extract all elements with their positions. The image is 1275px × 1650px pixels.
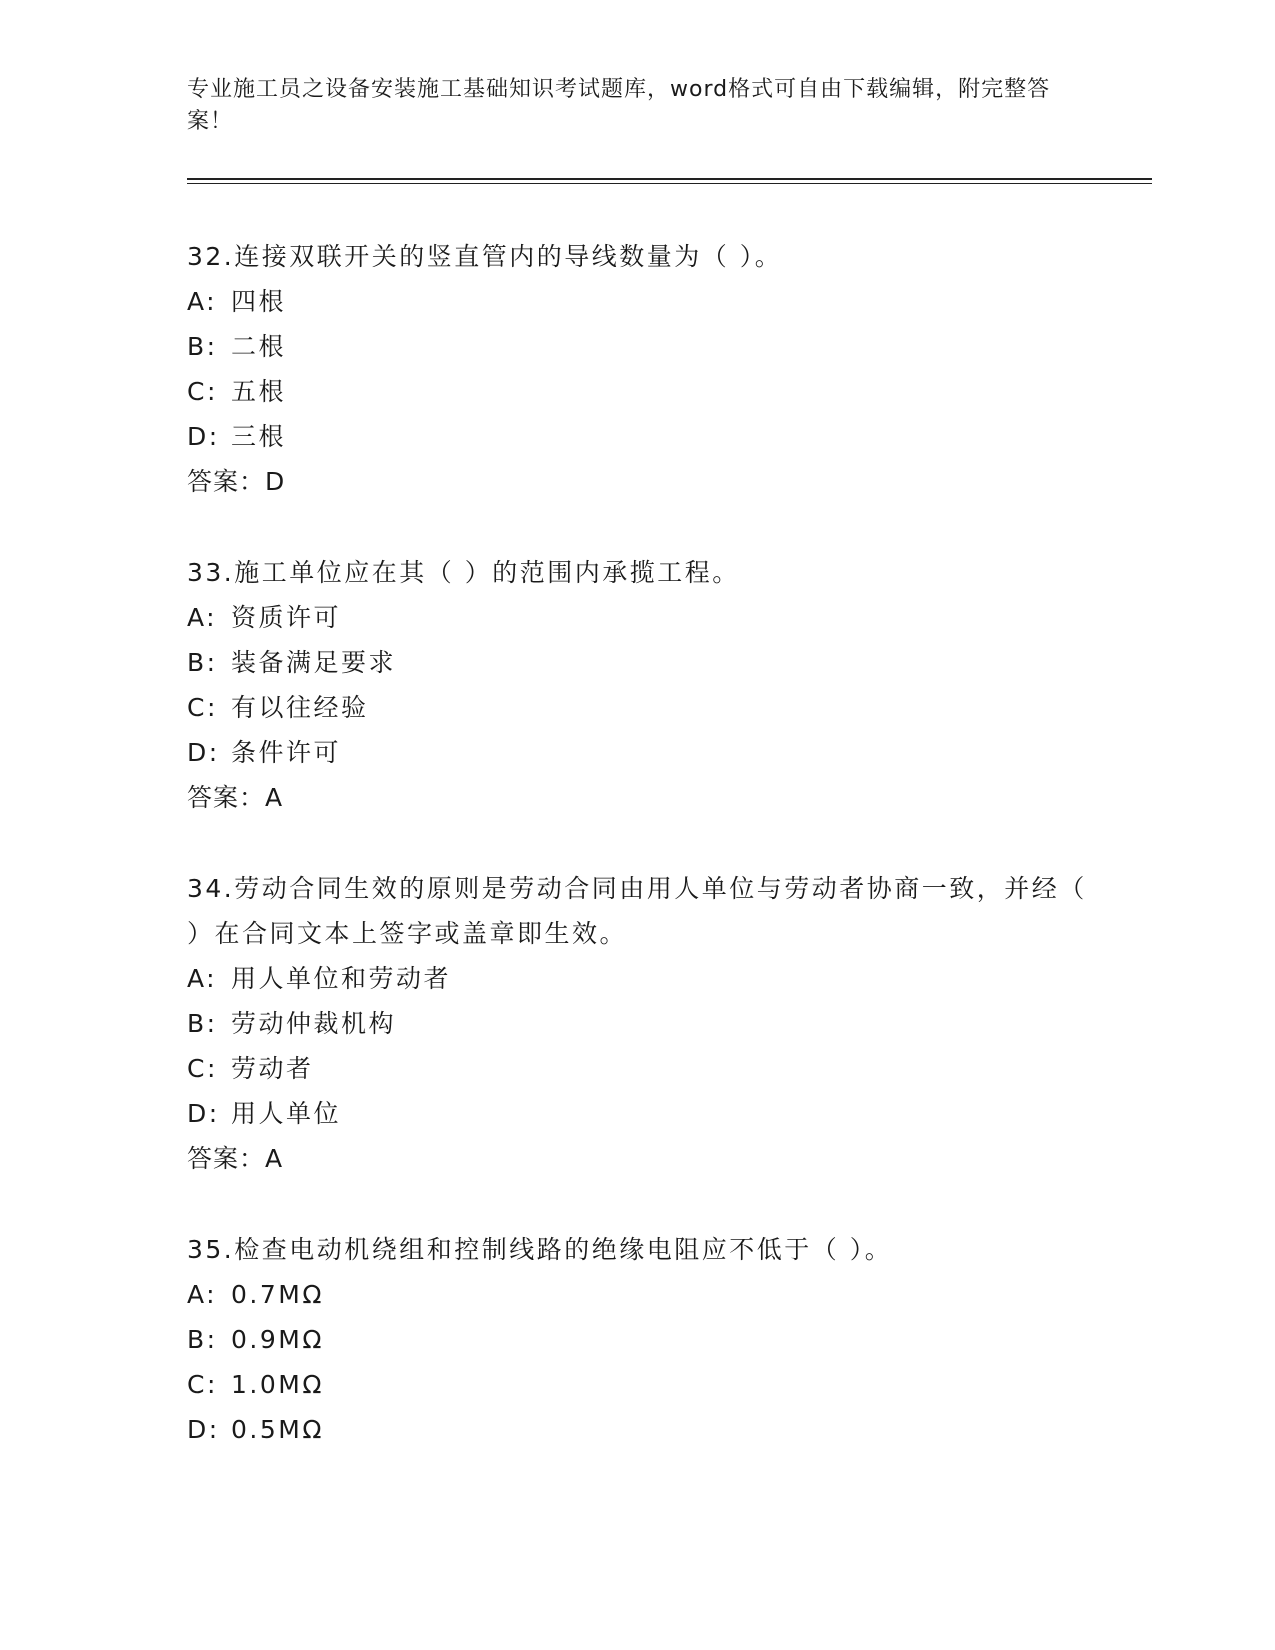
option-key: D: (187, 1415, 220, 1444)
option-text: 有以往经验 (231, 693, 369, 722)
option-key: B: (187, 332, 218, 361)
question-32 (187, 234, 1087, 504)
option-text: 装备满足要求 (231, 648, 397, 677)
answer-line: 答案：D (187, 467, 286, 496)
question-stem: 35.检查电动机绕组和控制线路的绝缘电阻应不低于（ ）。 (187, 1235, 893, 1264)
option-b (187, 640, 1087, 685)
option-text: 四根 (231, 287, 287, 316)
question-35 (187, 1227, 1087, 1452)
option-key: B: (187, 1009, 218, 1038)
option-text: 五根 (231, 377, 287, 406)
option-text: 用人单位和劳动者 (231, 964, 452, 993)
option-a (187, 279, 1087, 324)
option-a (187, 1272, 1087, 1317)
option-text: 二根 (231, 332, 287, 361)
option-a (187, 956, 1087, 1001)
option-c (187, 1362, 1087, 1407)
option-c (187, 369, 1087, 414)
question-stem: 34.劳动合同生效的原则是劳动合同由用人单位与劳动者协商一致，并经（ ）在合同文本上签字或盖章即生效。 (187, 874, 1087, 948)
option-d (187, 1407, 1087, 1452)
question-stem: 33.施工单位应在其（ ）的范围内承揽工程。 (187, 558, 740, 587)
option-a (187, 595, 1087, 640)
option-text: 用人单位 (231, 1099, 342, 1128)
option-key: A: (187, 1280, 218, 1309)
option-text: 三根 (231, 422, 287, 451)
option-key: A: (187, 603, 218, 632)
option-text: 资质许可 (231, 603, 342, 632)
header-divider-top (187, 178, 1152, 180)
option-b (187, 1001, 1087, 1046)
option-text: 劳动者 (231, 1054, 314, 1083)
document-header: 专业施工员之设备安装施工基础知识考试题库，word格式可自由下载编辑，附完整答案！ (187, 77, 1051, 134)
answer-line: 答案：A (187, 783, 284, 812)
option-key: A: (187, 964, 218, 993)
question-33 (187, 550, 1087, 820)
option-key: C: (187, 1054, 218, 1083)
option-key: B: (187, 1325, 218, 1354)
option-key: C: (187, 377, 218, 406)
question-stem: 32.连接双联开关的竖直管内的导线数量为（ ）。 (187, 242, 783, 271)
answer-line: 答案：A (187, 1144, 284, 1173)
option-key: D: (187, 738, 220, 767)
option-b (187, 1317, 1087, 1362)
option-key: C: (187, 693, 218, 722)
option-key: A: (187, 287, 218, 316)
option-b (187, 324, 1087, 369)
option-key: D: (187, 422, 220, 451)
option-d (187, 730, 1087, 775)
option-key: D: (187, 1099, 220, 1128)
option-text: 条件许可 (231, 738, 342, 767)
option-key: B: (187, 648, 218, 677)
question-34 (187, 866, 1087, 1181)
option-key: C: (187, 1370, 218, 1399)
option-text: 0.9MΩ (231, 1325, 324, 1354)
option-c (187, 685, 1087, 730)
option-d (187, 414, 1087, 459)
option-text: 0.5MΩ (231, 1415, 324, 1444)
option-text: 0.7MΩ (231, 1280, 324, 1309)
option-text: 1.0MΩ (231, 1370, 324, 1399)
header-divider-bottom (187, 183, 1152, 184)
option-c (187, 1046, 1087, 1091)
option-text: 劳动仲裁机构 (231, 1009, 397, 1038)
option-d (187, 1091, 1087, 1136)
